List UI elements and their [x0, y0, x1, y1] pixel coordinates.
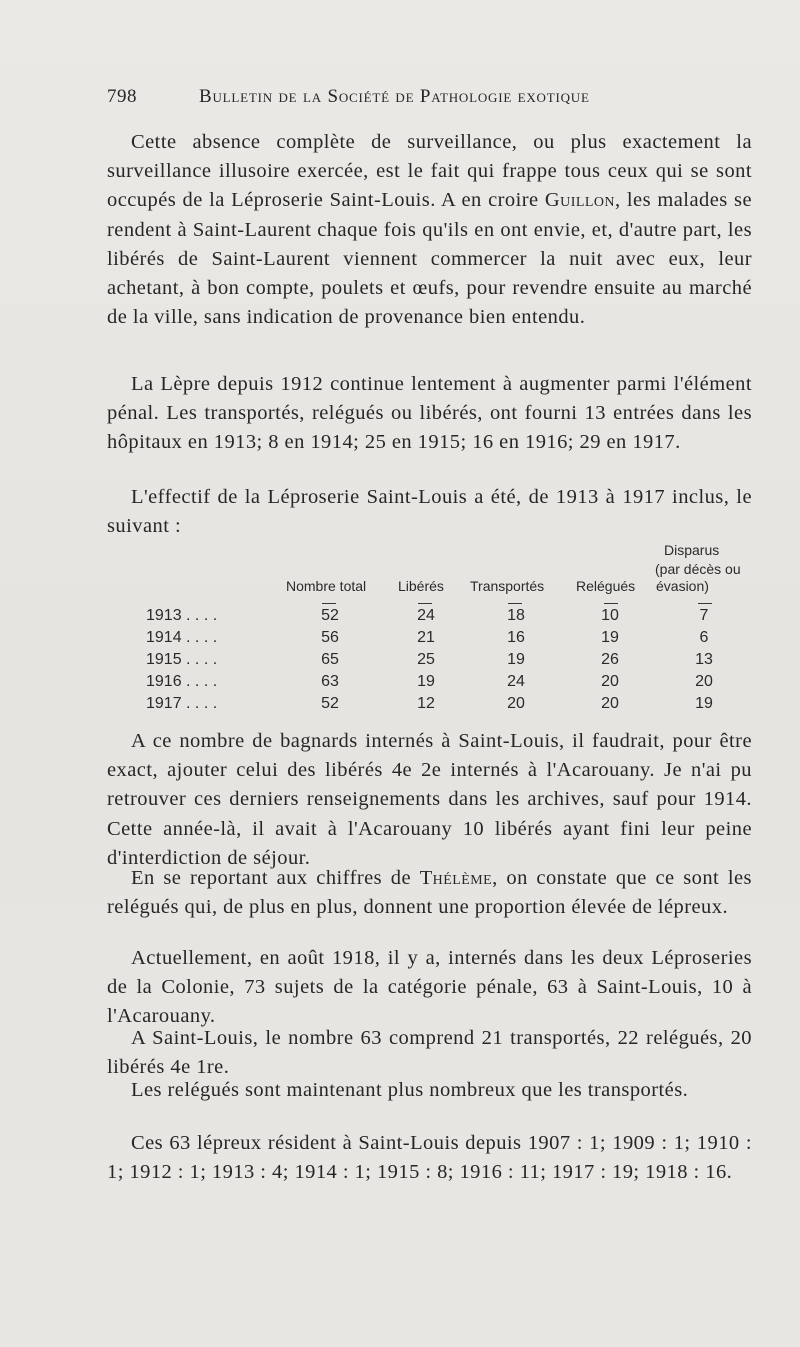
paragraph-text: , on constate que ce sont les relégués qui, de plus en plus, donnent une proportion élevée de lépreux. — [107, 867, 752, 919]
cell-disparus: 13 — [695, 651, 713, 668]
row-year: 1914 . . . . — [146, 629, 218, 646]
col-head-transportes: Transportés — [470, 578, 545, 594]
paragraph-surveillance — [107, 128, 752, 332]
cell-liberes: 25 — [417, 651, 435, 668]
paragraph-effectif-intro: L'effectif de la Léproserie Saint-Louis a été, de 1913 à 1917 inclus, le suivant : — [107, 486, 752, 538]
col-dash: — — [604, 594, 618, 610]
cell-transportes: 20 — [507, 695, 525, 712]
paragraph-saint-louis-63: A Saint-Louis, le nombre 63 comprend 21 transportés, 22 relégués, 20 libérés 4e 1re. — [107, 1027, 752, 1079]
cell-liberes: 12 — [417, 695, 435, 712]
cell-liberes: 24 — [417, 607, 435, 624]
author-name-guillon: Guillon — [544, 189, 615, 212]
cell-total: 52 — [321, 695, 339, 712]
cell-transportes: 18 — [507, 607, 525, 624]
paragraph-relegues-nombreux: Les relégués sont maintenant plus nombreux que les transportés. — [131, 1079, 689, 1101]
cell-transportes: 24 — [507, 673, 525, 690]
col-dash: — — [418, 594, 432, 610]
cell-disparus: 20 — [695, 673, 713, 690]
cell-liberes: 21 — [417, 629, 435, 646]
cell-total: 52 — [321, 607, 339, 624]
page-number: 798 — [107, 86, 137, 107]
cell-transportes: 19 — [507, 651, 525, 668]
paragraph-text: Cette absence complète de surveillance, ou plus exactement la surveillance illusoire exercée, est le fait qui frappe tous ceux qui se sont occupés de la Léproserie Saint-Louis. A en croire — [107, 131, 752, 212]
cell-relegues: 19 — [601, 629, 619, 646]
col-head-disparus-1: Disparus — [664, 542, 720, 558]
col-head-total: Nombre total — [286, 578, 367, 594]
paragraph-bagnards: A ce nombre de bagnards internés à Saint-Louis, il faudrait, pour être exact, ajouter celui des libérés 4e 2e internés à l'Acarouany. Je n'ai pu retrouver ces derniers renseignements dans les archives, sauf pour 1914. Cette année-là, il avait à l'Acarouany 10 libérés ayant fini leur peine d'interdiction de séjour. — [107, 730, 752, 869]
cell-total: 65 — [321, 651, 339, 668]
col-dash: — — [698, 594, 712, 610]
page-header — [107, 86, 707, 116]
cell-total: 63 — [321, 673, 339, 690]
row-year: 1913 . . . . — [146, 607, 218, 624]
paragraph-theleme — [107, 864, 752, 922]
cell-disparus: 6 — [699, 629, 709, 646]
cell-disparus: 7 — [699, 607, 709, 624]
paragraph-text: , les malades se rendent à Saint-Laurent chaque fois qu'ils en ont envie, et, d'autre part, les libérés de Saint-Laurent viennent commercer la nuit avec eux, leur achetant, à bon compte, poulets et œufs, pour revendre ensuite au marché de la ville, sans indication de provenance bien entendu. — [107, 189, 752, 329]
cell-relegues: 10 — [601, 607, 619, 624]
col-head-disparus-2: (par décès ou — [655, 561, 741, 577]
col-head-relegues: Relégués — [576, 578, 636, 594]
row-year: 1915 . . . . — [146, 651, 218, 668]
col-head-liberes: Libérés — [398, 578, 444, 594]
cell-total: 56 — [321, 629, 339, 646]
cell-relegues: 20 — [601, 695, 619, 712]
col-dash: — — [508, 594, 522, 610]
cell-liberes: 19 — [417, 673, 435, 690]
paragraph-residence-years: Ces 63 lépreux résident à Saint-Louis depuis 1907 : 1; 1909 : 1; 1910 : 1; 1912 : 1; 1913 : 4; 1914 : 1; 1915 : 8; 1916 : 11; 1917 : 19; 1918 : 16. — [107, 1132, 752, 1184]
row-year: 1917 . . . . — [146, 695, 218, 712]
cell-disparus: 19 — [695, 695, 713, 712]
running-head: Bulletin de la Société de Pathologie exotique — [199, 86, 590, 107]
row-year: 1916 . . . . — [146, 673, 218, 690]
col-dash: — — [322, 594, 336, 610]
cell-relegues: 20 — [601, 673, 619, 690]
author-name-theleme: Thélème — [419, 867, 493, 889]
paragraph-actuellement: Actuellement, en août 1918, il y a, internés dans les deux Léproseries de la Colonie, 73 sujets de la catégorie pénale, 63 à Saint-Louis, 10 à l'Acarouany. — [107, 947, 752, 1028]
col-head-disparus-3: évasion) — [656, 578, 709, 594]
cell-transportes: 16 — [507, 629, 525, 646]
paragraph-lepre-increase: La Lèpre depuis 1912 continue lentement à augmenter parmi l'élément pénal. Les transportés, relégués ou libérés, ont fourni 13 entrées dans les hôpitaux en 1913; 8 en 1914; 25 en 1915; 16 en 1916; 29 en 1917. — [107, 373, 752, 454]
cell-relegues: 26 — [601, 651, 619, 668]
paragraph-text: En se reportant aux chiffres de — [131, 867, 420, 889]
